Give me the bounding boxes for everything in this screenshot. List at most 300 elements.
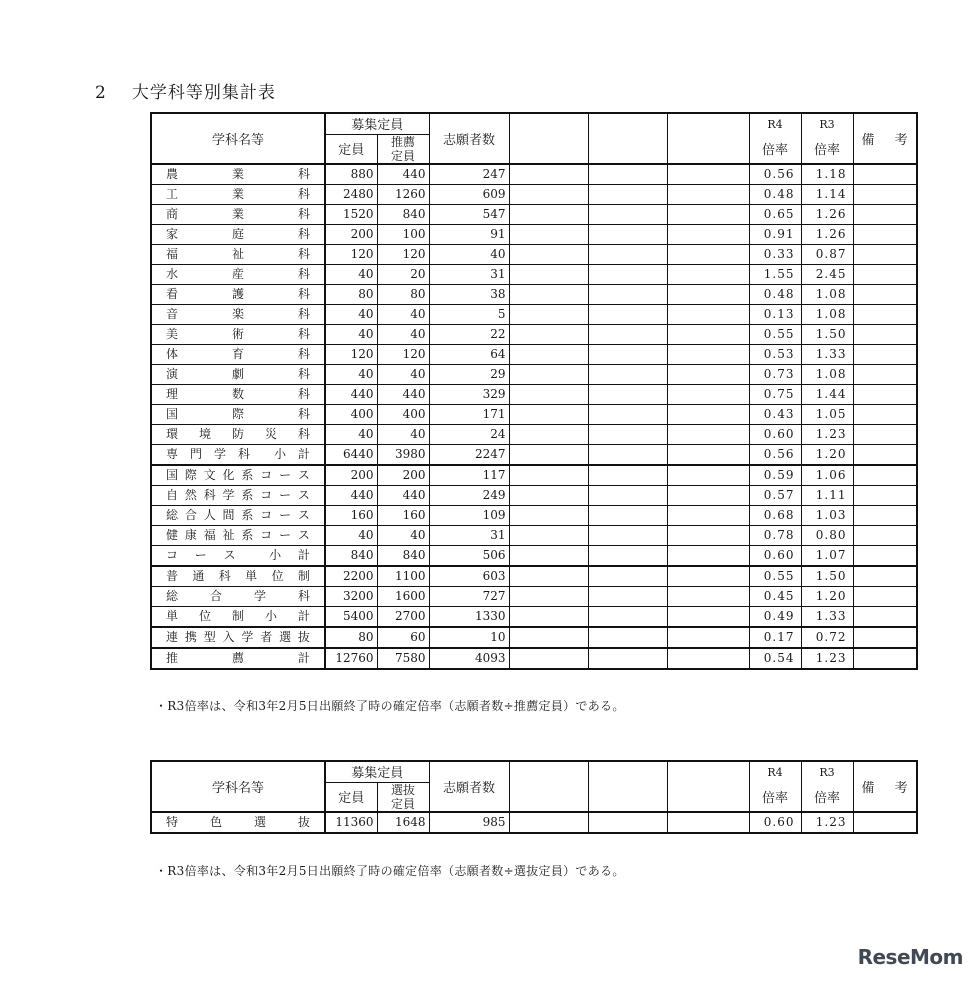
- row-r4-rate: 0.43: [749, 405, 801, 425]
- row-r4-rate: 0.13: [749, 305, 801, 325]
- dept-name-char: 学: [214, 447, 227, 461]
- table-row: [151, 566, 917, 587]
- dept-name-char: 系: [241, 508, 254, 522]
- row-r4-rate: 0.45: [749, 587, 801, 607]
- dept-name-char: 育: [231, 347, 244, 361]
- dept-name-char: 人: [203, 508, 216, 522]
- row-blank-2: [588, 345, 667, 365]
- dept-name-char: 間: [222, 508, 235, 522]
- dept-name-char: 国: [166, 407, 179, 421]
- header-rec-quota: 推薦 定員: [377, 134, 429, 164]
- dept-name-char: ス: [297, 468, 310, 482]
- dept-name-char: 計: [297, 548, 310, 562]
- dept-name-char: 康: [184, 528, 197, 542]
- header-r4: R4: [749, 113, 801, 134]
- row-applicants: 249: [429, 486, 509, 506]
- row-remarks: [853, 506, 917, 526]
- section-number: 2: [95, 83, 107, 103]
- row-r3-rate: 1.50: [801, 325, 853, 345]
- header-remarks: 備 考: [853, 761, 917, 812]
- header-applicants: 志願者数: [429, 761, 509, 812]
- table-row: [151, 445, 917, 466]
- row-remarks: [853, 607, 917, 628]
- row-blank-1: [509, 506, 588, 526]
- dept-name-char: 家: [166, 227, 179, 241]
- row-remarks: [853, 365, 917, 385]
- header-blank-3: [667, 113, 749, 164]
- dept-name-char: 農: [166, 167, 179, 181]
- row-r4-rate: 0.55: [749, 325, 801, 345]
- row-applicants: 31: [429, 526, 509, 546]
- dept-name-char: 計: [297, 447, 310, 461]
- row-applicants: 547: [429, 205, 509, 225]
- row-r4-rate: 0.54: [749, 648, 801, 669]
- row-blank-1: [509, 546, 588, 567]
- row-quota: 40: [325, 325, 377, 345]
- row-blank-1: [509, 345, 588, 365]
- row-sub-quota: 440: [377, 164, 429, 185]
- row-sub-quota: 160: [377, 506, 429, 526]
- table-row: [151, 245, 917, 265]
- header-blank-2: [588, 761, 667, 812]
- table1-footnote: ・R3倍率は、令和3年2月5日出願終了時の確定倍率（志願者数÷推薦定員）である。: [155, 699, 625, 713]
- row-blank-1: [509, 265, 588, 285]
- row-dept-name: [151, 205, 325, 225]
- dept-name-char: 小: [264, 609, 277, 623]
- row-quota: 5400: [325, 607, 377, 628]
- dept-name-char: 境: [198, 427, 211, 441]
- row-dept-name: [151, 245, 325, 265]
- row-remarks: [853, 425, 917, 445]
- dept-name-char: 際: [231, 407, 244, 421]
- dept-name-char: 文: [203, 468, 216, 482]
- row-sub-quota: 80: [377, 285, 429, 305]
- row-sub-quota: 40: [377, 526, 429, 546]
- header-sel-quota: 選抜 定員: [377, 782, 429, 812]
- row-blank-3: [667, 285, 749, 305]
- row-blank-1: [509, 486, 588, 506]
- row-applicants: 40: [429, 245, 509, 265]
- header-r4-rate: 倍率: [749, 782, 801, 812]
- header-r4-rate: 倍率: [749, 134, 801, 164]
- header-quota: 定員: [325, 782, 377, 812]
- dept-name-char: 科: [297, 327, 310, 341]
- row-blank-2: [588, 648, 667, 669]
- row-sub-quota: 20: [377, 265, 429, 285]
- dept-name-char: 選: [279, 630, 292, 644]
- row-quota: 3200: [325, 587, 377, 607]
- row-sub-quota: 40: [377, 425, 429, 445]
- dept-name-char: 国: [166, 468, 179, 482]
- row-dept-name: [151, 812, 325, 833]
- row-blank-3: [667, 405, 749, 425]
- dept-name-char: 総: [166, 589, 179, 603]
- row-r3-rate: 1.06: [801, 465, 853, 486]
- row-r3-rate: 1.33: [801, 345, 853, 365]
- row-r3-rate: 1.08: [801, 365, 853, 385]
- row-blank-1: [509, 812, 588, 833]
- dept-name-char: 科: [297, 387, 310, 401]
- row-applicants: 31: [429, 265, 509, 285]
- row-r4-rate: 0.48: [749, 285, 801, 305]
- row-blank-2: [588, 205, 667, 225]
- row-r4-rate: 0.57: [749, 486, 801, 506]
- row-blank-3: [667, 465, 749, 486]
- dept-name-char: 祉: [222, 528, 235, 542]
- row-r4-rate: 0.75: [749, 385, 801, 405]
- row-dept-name: [151, 325, 325, 345]
- row-remarks: [853, 245, 917, 265]
- row-r3-rate: 1.44: [801, 385, 853, 405]
- row-blank-1: [509, 205, 588, 225]
- dept-name-char: 業: [231, 167, 244, 181]
- header-r3-rate: 倍率: [801, 782, 853, 812]
- dept-name-char: 色: [209, 815, 222, 829]
- row-blank-2: [588, 812, 667, 833]
- row-blank-2: [588, 164, 667, 185]
- row-remarks: [853, 164, 917, 185]
- dept-name-char: コ: [260, 528, 273, 542]
- dept-name-char: 産: [231, 267, 244, 281]
- row-r3-rate: 1.20: [801, 587, 853, 607]
- row-blank-3: [667, 546, 749, 567]
- dept-name-char: 科: [297, 589, 310, 603]
- row-applicants: 10: [429, 627, 509, 648]
- row-blank-1: [509, 405, 588, 425]
- dept-name-char: 音: [166, 307, 179, 321]
- dept-name-char: 合: [184, 508, 197, 522]
- row-blank-2: [588, 245, 667, 265]
- dept-name-char: 科: [297, 187, 310, 201]
- row-remarks: [853, 546, 917, 567]
- section-heading: [95, 78, 276, 103]
- row-r3-rate: 1.20: [801, 445, 853, 466]
- row-remarks: [853, 185, 917, 205]
- table-row: [151, 185, 917, 205]
- row-sub-quota: 440: [377, 385, 429, 405]
- dept-name-char: コ: [260, 488, 273, 502]
- row-r4-rate: 0.73: [749, 365, 801, 385]
- row-r3-rate: 1.14: [801, 185, 853, 205]
- dept-name-char: 推: [166, 651, 179, 665]
- row-blank-2: [588, 465, 667, 486]
- row-blank-3: [667, 205, 749, 225]
- row-remarks: [853, 325, 917, 345]
- dept-name-char: 連: [166, 630, 179, 644]
- dept-name-char: 環: [166, 427, 179, 441]
- row-dept-name: [151, 648, 325, 669]
- table-row: [151, 812, 917, 833]
- row-blank-2: [588, 627, 667, 648]
- row-blank-1: [509, 627, 588, 648]
- row-r4-rate: 0.91: [749, 225, 801, 245]
- row-applicants: 506: [429, 546, 509, 567]
- resemom-logo: ReseMom: [857, 945, 963, 969]
- table-row: [151, 205, 917, 225]
- row-blank-1: [509, 526, 588, 546]
- row-blank-1: [509, 607, 588, 628]
- row-remarks: [853, 405, 917, 425]
- dept-name-char: 合: [209, 589, 222, 603]
- header-r4: R4: [749, 761, 801, 782]
- row-quota: 40: [325, 305, 377, 325]
- row-sub-quota: 440: [377, 486, 429, 506]
- dept-name-char: 単: [245, 569, 258, 583]
- dept-name-char: 健: [166, 528, 179, 542]
- dept-name-char: 福: [166, 247, 179, 261]
- dept-name-char: 系: [241, 528, 254, 542]
- row-r3-rate: 1.26: [801, 225, 853, 245]
- row-blank-2: [588, 285, 667, 305]
- row-dept-name: [151, 305, 325, 325]
- row-quota: 80: [325, 627, 377, 648]
- row-blank-1: [509, 385, 588, 405]
- row-quota: 40: [325, 365, 377, 385]
- section-title: 大学科等別集計表: [131, 83, 276, 103]
- row-blank-1: [509, 245, 588, 265]
- dept-name-char: 系: [241, 488, 254, 502]
- row-applicants: 171: [429, 405, 509, 425]
- dept-name-char: 科: [218, 569, 231, 583]
- row-blank-1: [509, 305, 588, 325]
- row-quota: 880: [325, 164, 377, 185]
- dept-name-char: 工: [166, 187, 179, 201]
- row-applicants: 609: [429, 185, 509, 205]
- row-sub-quota: 2700: [377, 607, 429, 628]
- row-dept-name: [151, 345, 325, 365]
- dept-name-char: 演: [166, 367, 179, 381]
- row-dept-name: [151, 385, 325, 405]
- table-row: [151, 265, 917, 285]
- dept-name-char: 防: [231, 427, 244, 441]
- dept-name-char: 科: [297, 287, 310, 301]
- header-dept: 学科名等: [151, 113, 325, 164]
- table-row: [151, 607, 917, 628]
- dept-name-char: 型: [203, 630, 216, 644]
- row-applicants: 38: [429, 285, 509, 305]
- row-blank-3: [667, 486, 749, 506]
- dept-name-char: 科: [238, 447, 251, 461]
- dept-name-char: 体: [166, 347, 179, 361]
- dept-name-char: 科: [297, 207, 310, 221]
- row-sub-quota: 200: [377, 465, 429, 486]
- dept-name-char: 庭: [231, 227, 244, 241]
- row-r3-rate: 1.11: [801, 486, 853, 506]
- dept-name-char: 業: [231, 187, 244, 201]
- dept-name-char: ー: [194, 548, 207, 562]
- row-dept-name: [151, 506, 325, 526]
- row-remarks: [853, 566, 917, 587]
- row-quota: 200: [325, 465, 377, 486]
- row-quota: 40: [325, 425, 377, 445]
- row-applicants: 29: [429, 365, 509, 385]
- row-r4-rate: 0.68: [749, 506, 801, 526]
- table-row: [151, 526, 917, 546]
- row-sub-quota: 1600: [377, 587, 429, 607]
- row-applicants: 22: [429, 325, 509, 345]
- row-r3-rate: 1.50: [801, 566, 853, 587]
- row-remarks: [853, 385, 917, 405]
- row-quota: 80: [325, 285, 377, 305]
- row-r3-rate: 2.45: [801, 265, 853, 285]
- dept-name-char: 学: [253, 589, 266, 603]
- dept-name-char: コ: [260, 508, 273, 522]
- dept-name-char: 特: [166, 815, 179, 829]
- dept-name-char: 数: [231, 387, 244, 401]
- row-applicants: 2247: [429, 445, 509, 466]
- dept-name-char: 小: [269, 548, 282, 562]
- dept-name-char: 科: [297, 167, 310, 181]
- row-r3-rate: 0.80: [801, 526, 853, 546]
- dept-name-char: 専: [166, 447, 179, 461]
- row-dept-name: [151, 425, 325, 445]
- special-selection-table: [150, 760, 918, 834]
- row-blank-2: [588, 425, 667, 445]
- row-r4-rate: 0.78: [749, 526, 801, 546]
- dept-name-char: 自: [166, 488, 179, 502]
- dept-name-char: 薦: [231, 651, 244, 665]
- table2-footnote: ・R3倍率は、令和3年2月5日出願終了時の確定倍率（志願者数÷選抜定員）である。: [155, 864, 625, 878]
- row-sub-quota: 3980: [377, 445, 429, 466]
- row-dept-name: [151, 405, 325, 425]
- dept-name-char: 単: [166, 609, 179, 623]
- row-quota: 6440: [325, 445, 377, 466]
- row-r4-rate: 0.60: [749, 546, 801, 567]
- row-blank-2: [588, 607, 667, 628]
- row-blank-2: [588, 587, 667, 607]
- row-dept-name: [151, 587, 325, 607]
- dept-name-char: 小: [273, 447, 286, 461]
- header-r3-rate: 倍率: [801, 134, 853, 164]
- row-sub-quota: 120: [377, 345, 429, 365]
- header-blank-1: [509, 113, 588, 164]
- header-remarks: 備 考: [853, 113, 917, 164]
- row-quota: 11360: [325, 812, 377, 833]
- header-applicants: 志願者数: [429, 113, 509, 164]
- row-r4-rate: 0.17: [749, 627, 801, 648]
- dept-name-char: 制: [231, 609, 244, 623]
- row-remarks: [853, 526, 917, 546]
- row-remarks: [853, 205, 917, 225]
- dept-name-char: 位: [271, 569, 284, 583]
- dept-name-char: 護: [231, 287, 244, 301]
- row-remarks: [853, 285, 917, 305]
- row-sub-quota: 1100: [377, 566, 429, 587]
- header-r3: R3: [801, 761, 853, 782]
- row-blank-1: [509, 445, 588, 466]
- dept-name-char: 選: [253, 815, 266, 829]
- row-remarks: [853, 305, 917, 325]
- row-quota: 200: [325, 225, 377, 245]
- dept-name-char: 科: [297, 347, 310, 361]
- row-blank-1: [509, 465, 588, 486]
- row-r4-rate: 1.55: [749, 265, 801, 285]
- dept-name-char: 系: [241, 468, 254, 482]
- row-blank-2: [588, 566, 667, 587]
- table-row: [151, 506, 917, 526]
- dept-name-char: 学: [222, 488, 235, 502]
- row-applicants: 109: [429, 506, 509, 526]
- row-applicants: 727: [429, 587, 509, 607]
- dept-name-char: 科: [297, 427, 310, 441]
- row-blank-2: [588, 526, 667, 546]
- row-dept-name: [151, 627, 325, 648]
- row-dept-name: [151, 265, 325, 285]
- row-blank-1: [509, 185, 588, 205]
- dept-name-char: 入: [222, 630, 235, 644]
- row-applicants: 1330: [429, 607, 509, 628]
- header-quota-group: 募集定員: [325, 113, 429, 134]
- table-row: [151, 285, 917, 305]
- row-dept-name: [151, 445, 325, 466]
- dept-name-char: 劇: [231, 367, 244, 381]
- row-r4-rate: 0.33: [749, 245, 801, 265]
- header-blank-2: [588, 113, 667, 164]
- table-row: [151, 587, 917, 607]
- row-blank-2: [588, 265, 667, 285]
- row-quota: 2480: [325, 185, 377, 205]
- row-r3-rate: 1.33: [801, 607, 853, 628]
- row-r4-rate: 0.53: [749, 345, 801, 365]
- row-r3-rate: 1.07: [801, 546, 853, 567]
- dept-name-char: ー: [279, 508, 292, 522]
- row-blank-3: [667, 526, 749, 546]
- row-sub-quota: 1648: [377, 812, 429, 833]
- row-dept-name: [151, 225, 325, 245]
- row-quota: 120: [325, 245, 377, 265]
- row-remarks: [853, 627, 917, 648]
- dept-name-char: ー: [279, 528, 292, 542]
- row-blank-3: [667, 185, 749, 205]
- table-row: [151, 627, 917, 648]
- row-applicants: 603: [429, 566, 509, 587]
- dept-name-char: 抜: [297, 630, 310, 644]
- table-row: [151, 648, 917, 669]
- row-sub-quota: 120: [377, 245, 429, 265]
- dept-name-char: ス: [297, 488, 310, 502]
- header-r3: R3: [801, 113, 853, 134]
- dept-name-char: 理: [166, 387, 179, 401]
- row-blank-3: [667, 164, 749, 185]
- dept-name-char: 抜: [297, 815, 310, 829]
- row-blank-2: [588, 546, 667, 567]
- row-applicants: 247: [429, 164, 509, 185]
- row-blank-3: [667, 245, 749, 265]
- row-remarks: [853, 265, 917, 285]
- row-blank-3: [667, 365, 749, 385]
- row-blank-2: [588, 486, 667, 506]
- row-remarks: [853, 587, 917, 607]
- row-quota: 2200: [325, 566, 377, 587]
- table-row: [151, 465, 917, 486]
- row-sub-quota: 840: [377, 546, 429, 567]
- row-sub-quota: 1260: [377, 185, 429, 205]
- dept-name-char: 科: [297, 247, 310, 261]
- dept-name-char: ス: [223, 548, 236, 562]
- row-quota: 120: [325, 345, 377, 365]
- row-blank-3: [667, 587, 749, 607]
- row-r4-rate: 0.60: [749, 812, 801, 833]
- row-blank-3: [667, 445, 749, 466]
- table-row: [151, 425, 917, 445]
- row-sub-quota: 40: [377, 325, 429, 345]
- row-blank-3: [667, 425, 749, 445]
- row-blank-3: [667, 225, 749, 245]
- row-blank-2: [588, 185, 667, 205]
- row-blank-3: [667, 265, 749, 285]
- dept-name-char: 業: [231, 207, 244, 221]
- row-r4-rate: 0.65: [749, 205, 801, 225]
